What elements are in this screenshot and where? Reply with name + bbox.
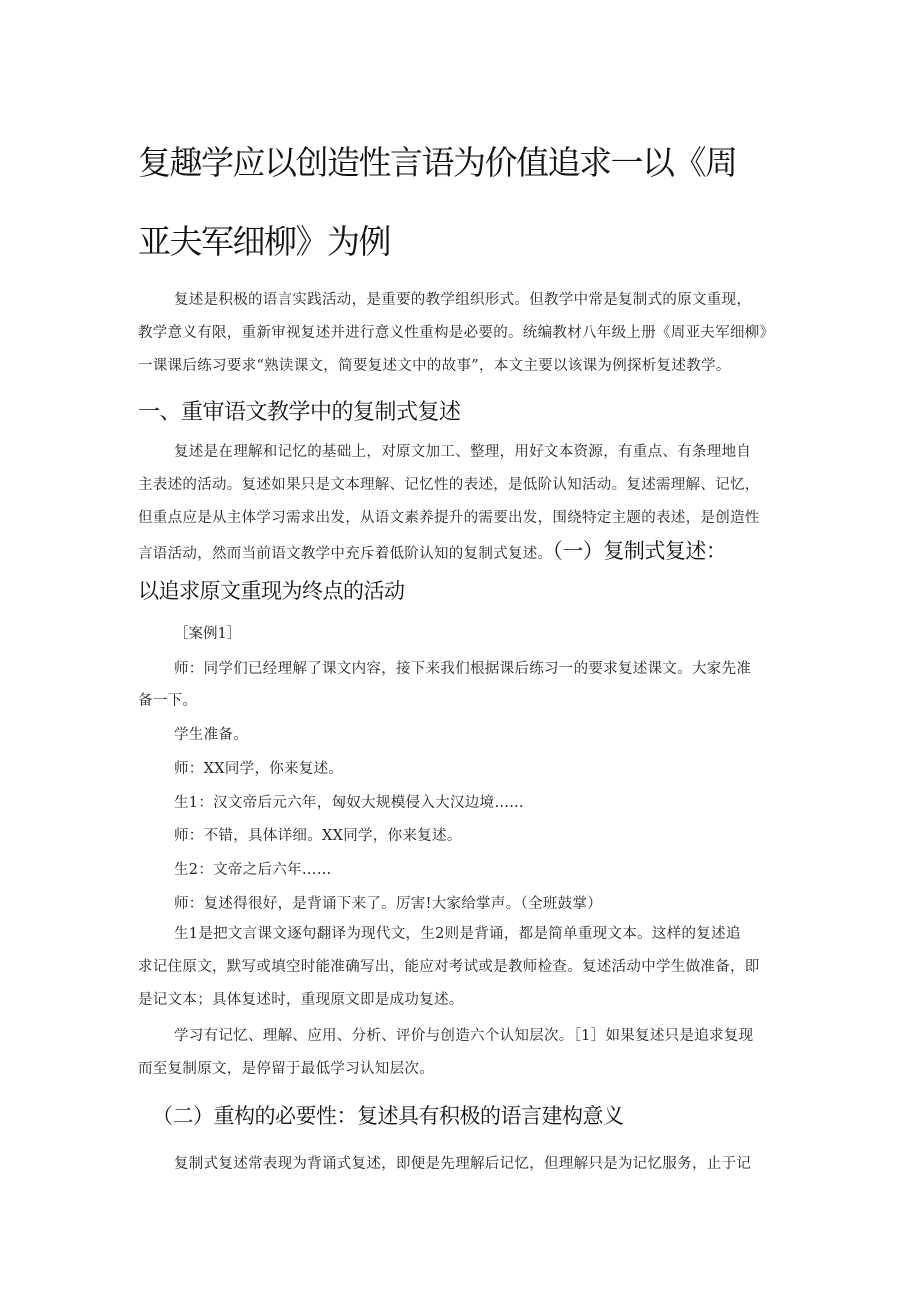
dialogue-line: 师：同学们已经理解了课文内容，接下来我们根据课后练习一的要求复述课文。大家先准 bbox=[174, 661, 752, 677]
dialogue-line: 师：复述得很好，是背诵下来了。厉害!大家给掌声。（全班鼓掌） bbox=[174, 896, 603, 912]
intro-paragraph bbox=[138, 284, 788, 383]
paragraph-line: 学习有记忆、理解、应用、分析、评价与创造六个认知层次。［1］如果复述只是追求复现 bbox=[174, 1028, 754, 1044]
paragraph-line: 复述是在理解和记忆的基础上，对原文加工、整理，用好文本资源，有重点、有条理地自 bbox=[174, 444, 752, 460]
section-1-paragraph bbox=[138, 436, 788, 571]
paragraph-line: 而至复制原文，是停留于最低学习认知层次。 bbox=[138, 1061, 434, 1077]
intro-line: 复述是积极的语言实践活动，是重要的教学组织形式。但教学中常是复制式的原文重现， bbox=[174, 292, 752, 308]
dialogue-line: 师：不错，具体详细。XX同学，你来复述。 bbox=[174, 828, 462, 844]
paragraph-line: 但重点应是从主体学习需求出发，从语文素养提升的需要出发，围绕特定主题的表述，是创造性 bbox=[138, 510, 760, 526]
document-title-line-2: 亚夫军细柳》为例 bbox=[138, 222, 390, 261]
paragraph-line: 复制式复述常表现为背诵式复述，即便是先理解后记忆，但理解只是为记忆服务，止于记 bbox=[174, 1156, 752, 1172]
subheading-2: （二）重构的必要性：复述具有积极的语言建构意义 bbox=[152, 1104, 624, 1128]
subheading-1-part-b: 以追求原文重现为终点的活动 bbox=[138, 579, 405, 603]
dialogue-line: 备一下。 bbox=[138, 693, 198, 709]
paragraph-line: 是记文本；具体复述时，重现原文即是成功复述。 bbox=[138, 992, 464, 1008]
document-title-line-1: 复趣学应以创造性言语为价值追求一以《周 bbox=[138, 143, 737, 182]
section-1-heading: 一、重审语文教学中的复制式复述 bbox=[138, 400, 461, 425]
case-label: ［案例1］ bbox=[174, 626, 242, 642]
intro-line: 一课课后练习要求“熟读课文，简要复述文中的故事”，本文主要以该课为例探析复述教学。 bbox=[138, 358, 731, 374]
analysis-paragraph bbox=[138, 918, 788, 1017]
dialogue-line: 学生准备。 bbox=[174, 727, 248, 743]
dialogue-line: 生2：文帝之后六年…… bbox=[174, 862, 332, 878]
paragraph-line: 求记住原文，默写或填空时能准确写出，能应对考试或是教师检查。复述活动中学生做准备，即 bbox=[138, 959, 760, 975]
subheading-1-part-a: （一）复制式复述： bbox=[552, 539, 727, 563]
paragraph-line: 主表述的活动。复述如果只是文本理解、记忆性的表述，是低阶认知活动。复述需理解、记忆， bbox=[138, 477, 760, 493]
paragraph-text: 言语活动，然而当前语文教学中充斥着低阶认知的复制式复述。 bbox=[138, 546, 553, 562]
paragraph-line: 生1是把文言课文逐句翻译为现代文，生2则是背诵，都是简单重现文本。这样的复述追 bbox=[174, 926, 741, 942]
dialogue-line: 师：XX同学，你来复述。 bbox=[174, 761, 344, 777]
bloom-paragraph bbox=[138, 1020, 788, 1086]
dialogue-line: 生1：汉文帝后元六年，匈奴大规模侵入大汉边境…… bbox=[174, 795, 524, 811]
paragraph-line bbox=[138, 535, 788, 571]
intro-line: 教学意义有限，重新审视复述并进行意义性重构是必要的。统编教材八年级上册《周亚夫军细柳》 bbox=[138, 325, 775, 341]
